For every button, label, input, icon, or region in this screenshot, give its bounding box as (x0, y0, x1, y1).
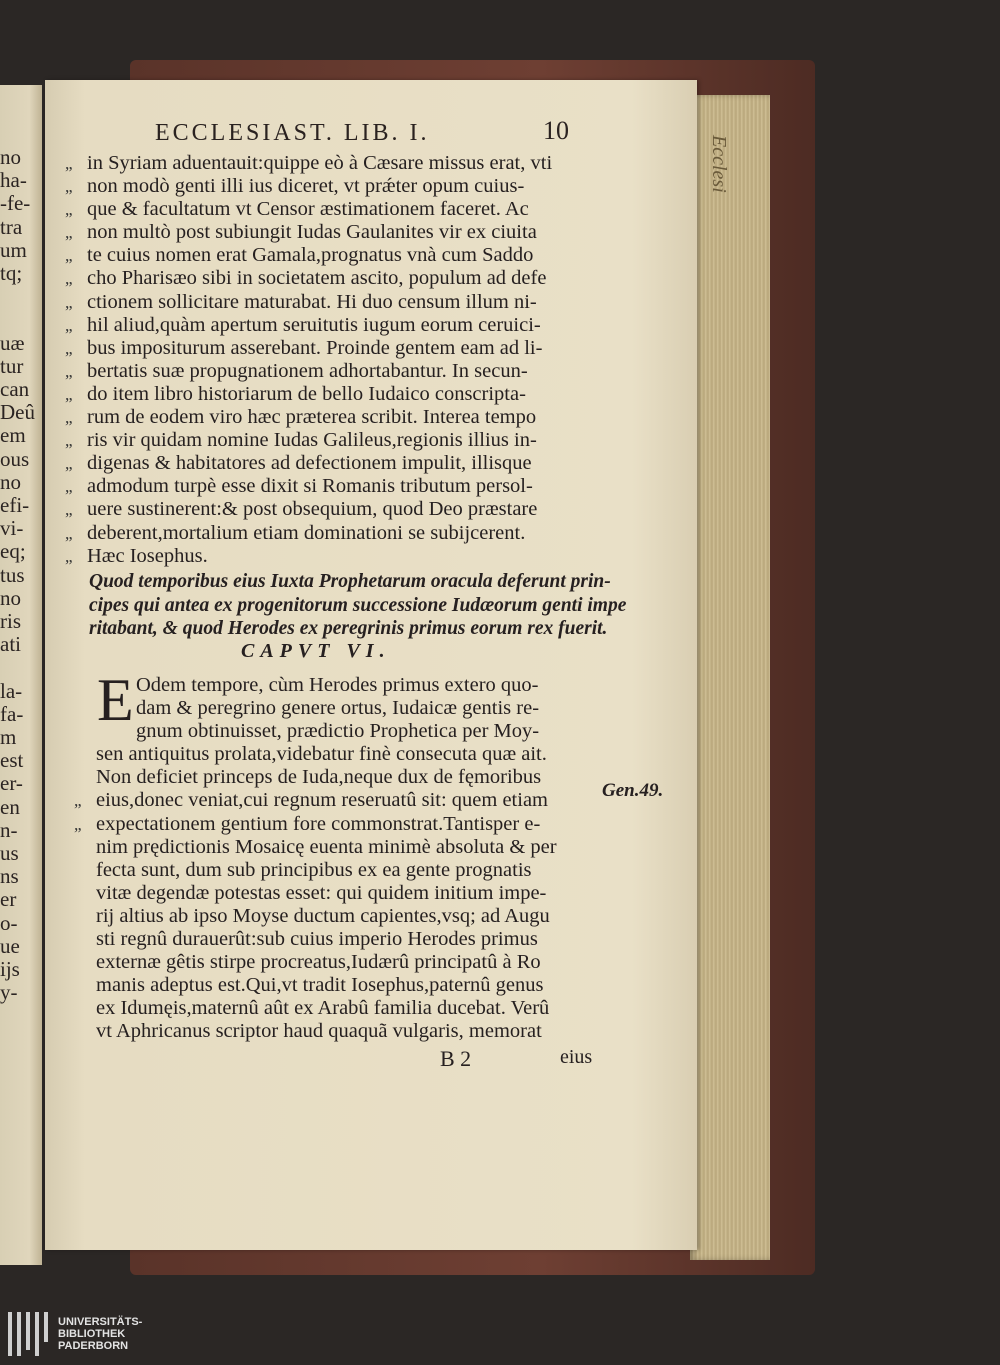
left-page-fragment-line: la- (0, 678, 23, 703)
left-page-fragment-line: tur (0, 353, 24, 378)
margin-reference: Gen.49. (602, 780, 664, 801)
quotation-mark: „ (65, 154, 73, 173)
left-page-fragment-line: no (0, 145, 21, 169)
text-line: fecta sunt, dum sub principibus ex ea gente prognatis (96, 858, 532, 881)
text-line: „ deberent,mortalium etiam dominationi se subijcerent. (65, 521, 526, 544)
left-page-fragment-line: no (0, 469, 21, 494)
text-line: externæ gêtis stirpe procreatus,Iudærû principatû à Ro (96, 951, 541, 974)
chapter-heading (89, 570, 649, 641)
text-line: „ que & facultatum vt Censor æstimationem faceret. Ac (65, 198, 529, 221)
quotation-mark: „ (65, 500, 73, 520)
left-page-fragment-line: ris (0, 609, 21, 633)
chapter-body (74, 667, 656, 1044)
text-line: „ ris vir quidam nomine Iudas Galileus,regionis illius in- (65, 429, 537, 452)
library-logo-icon (8, 1312, 52, 1360)
book-page (45, 80, 697, 1250)
left-page-fragment-line: efi- (0, 493, 30, 517)
quotation-mark: „ (65, 477, 73, 497)
heading-line: ritabant, & quod Herodes ex peregrinis primus eorum rex fuerit. (89, 618, 608, 639)
text-line: „ do item libro historiarum de bello Iudaico conscripta- (65, 382, 526, 405)
left-page-fragment-line: em (0, 423, 26, 448)
left-page-fragment-line: n- (0, 817, 18, 842)
chapter-number: CAPVT VI. (241, 640, 391, 662)
left-page-fragment-line: er (0, 887, 17, 912)
quotation-mark: „ (65, 408, 73, 428)
text-line: dam & peregrino genere ortus, Iudaicæ gentis re- (136, 697, 540, 720)
text-line: „ rum de eodem viro hæc præterea scribit. Interea tempo (65, 406, 537, 429)
text-line: „ non multò post subiungit Iudas Gaulanites vir ex ciuita (65, 221, 537, 244)
library-logo (8, 1312, 142, 1360)
text-line: „ cho Pharisæo sibi in societatem ascito, populum ad defe (65, 267, 547, 290)
text-line: „ eius,donec veniat,cui regnum reseruatû sit: quem etiam (74, 789, 548, 812)
text-line: rij altius ab ipso Moyse ductum capientes,vsq; ad Augu (96, 904, 550, 927)
text-line: manis adeptus est.Qui,vt tradit Iosephus,paternû genus (96, 974, 544, 997)
quotation-mark: „ (65, 384, 73, 404)
text-line: vt Aphricanus scriptor haud quaquã vulgaris, memorat (96, 1020, 542, 1043)
quotation-mark: „ (65, 431, 73, 451)
left-page-fragment-line: tus (0, 562, 25, 587)
library-logo-text: UNIVERSITÄTS- BIBLIOTHEK PADERBORN (58, 1316, 143, 1352)
quotation-mark: „ (65, 177, 73, 197)
quotation-mark: „ (65, 246, 73, 266)
signature-mark: B 2 (440, 1046, 472, 1071)
text-line: „ expectationem gentium fore commonstrat.Tantisper e- (74, 812, 541, 835)
left-page-fragment-line: uæ (0, 330, 25, 355)
text-line: Odem tempore, cùm Herodes primus extero quo- (136, 674, 539, 696)
left-page-fragment (0, 85, 42, 1265)
left-page-fragment-line: y- (0, 980, 18, 1005)
left-page-fragment-line: m (0, 725, 17, 749)
quotation-mark: „ (65, 338, 73, 358)
left-page-fragment-line: um (0, 237, 27, 262)
text-line: „ digenas & habitatores ad defectionem impulit, illisque (65, 452, 532, 475)
text-line: sen antiquitus prolata,videbatur finè consecuta quæ ait. (96, 743, 547, 766)
text-line: „ te cuius nomen erat Gamala,prognatus vnà cum Saddo (65, 244, 534, 267)
text-line: „ uere sustinerent:& post obsequium, quod Deo præstare (65, 498, 538, 521)
left-page-fragment-line: tq; (0, 261, 23, 285)
left-page-fragment-line: tra (0, 214, 23, 239)
quotation-mark: „ (65, 292, 73, 312)
edge-inscription: Ecclesi (708, 135, 730, 193)
left-page-fragment-line: o- (0, 910, 18, 935)
quotation-mark: „ (65, 200, 73, 220)
left-page-fragment-line: Deû (0, 400, 35, 425)
heading-line: Quod temporibus eius Iuxta Prophetarum oracula deferunt prin- (89, 571, 611, 592)
text-line: Non deficiet princeps de Iuda,neque dux de fęmoribus (96, 766, 542, 789)
quotation-mark: „ (65, 315, 73, 335)
text-line: „ bertatis suæ propugnationem adhortabantur. In secun- (65, 359, 528, 382)
text-line: ex Idumęis,maternû aût ex Arabû familia ducebat. Verû (96, 997, 550, 1020)
page-edges (690, 95, 770, 1260)
quotation-mark: „ (65, 523, 73, 543)
left-page-fragment-line: en (0, 794, 20, 819)
left-page-fragment-line: eq; (0, 539, 26, 564)
text-line: „ non modò genti illi ius diceret, vt prǽter opum cuius- (65, 175, 525, 198)
quotation-mark: „ (65, 361, 73, 381)
left-page-fragment-line: vi- (0, 516, 24, 541)
quotation-mark: „ (65, 546, 73, 566)
left-page-fragment-line: can (0, 377, 30, 401)
drop-capital: E (97, 667, 134, 733)
left-page-fragment-line: ns (0, 864, 19, 889)
quotation-mark: „ (65, 269, 73, 289)
text-line: „ bus impositurum asserebant. Proinde gentem eam ad li- (65, 336, 543, 359)
text-line: vitæ degendæ potestas esset: qui quidem initium impe- (96, 881, 547, 904)
left-page-fragment-line: ous (0, 446, 30, 471)
left-page-fragment-line: -fe- (0, 191, 31, 216)
text-line: gnum obtinuisset, prædictio Prophetica per Moy- (136, 720, 540, 743)
catchword: eius (560, 1046, 593, 1068)
text-line: „ in Syriam aduentauit:quippe eò à Cæsare missus erat, vti (65, 152, 553, 174)
left-page-fragment-line: ijs (0, 957, 20, 981)
left-page-fragment-line: ha- (0, 168, 27, 193)
text-line: „ ctionem sollicitare maturabat. Hi duo censum illum ni- (65, 290, 537, 313)
text-line: „ admodum turpè esse dixit si Romanis tributum persol- (65, 475, 533, 498)
left-page-fragment-line: ati (0, 632, 21, 657)
quotation-mark: „ (74, 791, 82, 811)
left-page-fragment-line: er- (0, 771, 23, 796)
quotation-mark: „ (65, 454, 73, 474)
left-page-fragment-line: no (0, 585, 21, 610)
quotation-mark: „ (65, 223, 73, 243)
running-header: ECCLESIAST. LIB. I. (155, 120, 430, 146)
text-line: nim prędictionis Mosaicę euenta minimè absoluta & per (96, 835, 557, 858)
left-page-fragment-line: est (0, 748, 24, 773)
page-number: 10 (543, 116, 569, 145)
heading-line: cipes qui antea ex progenitorum successione Iudæorum genti impe (89, 594, 627, 616)
quotation-mark: „ (74, 814, 82, 834)
top-paragraph (65, 152, 647, 568)
left-page-fragment-line: ue (0, 933, 20, 958)
left-page-fragment-line: us (0, 841, 19, 865)
left-page-fragment-line: fa- (0, 701, 24, 726)
text-line: sti regnû durauerût:sub cuius imperio Herodes primus (96, 928, 538, 951)
text-line: „ hil aliud,quàm apertum seruitutis iugum eorum ceruici- (65, 313, 541, 336)
text-line: „ Hæc Iosephus. (65, 544, 208, 567)
